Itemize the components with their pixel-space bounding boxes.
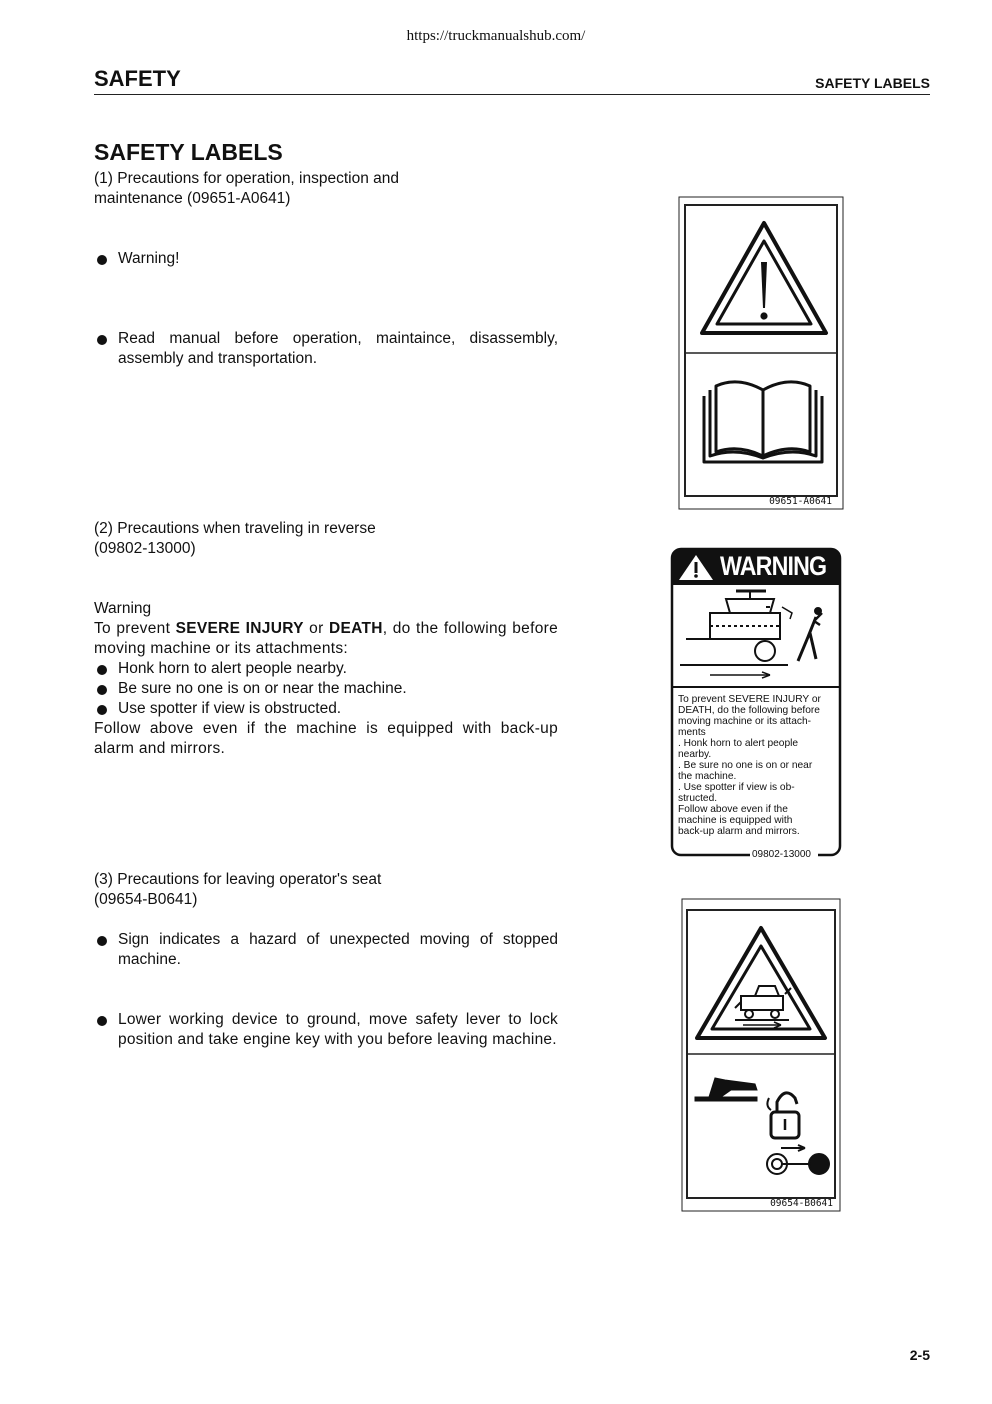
label-09651-graphic: [678, 196, 844, 510]
section1-heading-line1: (1) Precautions for operation, inspection and: [94, 170, 400, 187]
warning-header: WARNING: [720, 551, 827, 581]
section2-heading: [94, 519, 558, 559]
safety-label-09802: [670, 547, 842, 861]
section3-heading-line1: (3) Precautions for leaving operator's seat: [94, 871, 382, 888]
section2-bullet3: Use spotter if view is obstructed.: [118, 700, 342, 717]
list-item: [94, 930, 558, 970]
bullet-icon: [97, 255, 107, 265]
bullet-icon: [97, 665, 107, 675]
intro-text: or: [303, 620, 329, 637]
source-url: https://truckmanualshub.com/: [406, 28, 586, 44]
intro-bold-death: DEATH: [328, 620, 383, 637]
list-item: [94, 329, 558, 369]
section2-bullet1: Honk horn to alert people nearby.: [118, 660, 347, 677]
list-item: [94, 659, 558, 679]
section2-warning-word: Warning: [94, 600, 152, 617]
section2-intro: [94, 619, 558, 659]
intro-text: To prevent: [94, 620, 176, 637]
section2-heading-line2: (09802-13000): [94, 540, 196, 557]
section1-bullet2: Read manual before operation, maintaince, disassembly, assembly and transportation.: [118, 330, 558, 367]
label-09654-code: 09654-B0641: [770, 1198, 833, 1209]
section3-heading: [94, 870, 558, 910]
list-item: [94, 249, 558, 269]
safety-label-09654: [681, 898, 841, 1212]
header-rule: [94, 94, 930, 95]
section1-heading: [94, 169, 558, 209]
bullet-icon: [97, 936, 107, 946]
intro-text: , do the following before moving machine or its attachments:: [94, 620, 558, 657]
section1-bullet1: Warning!: [118, 250, 180, 267]
subsection-title: SAFETY LABELS: [815, 75, 930, 91]
section3-bullet2: Lower working device to ground, move safety lever to lock position and take engine key with you before leaving machine.: [118, 1011, 558, 1048]
page-number: 2-5: [909, 1347, 930, 1363]
section3-heading-line2: (09654-B0641): [94, 891, 198, 908]
section3-bullet1: Sign indicates a hazard of unexpected moving of stopped machine.: [118, 931, 558, 968]
intro-bold-injury: SEVERE INJURY: [175, 620, 304, 637]
label-09654-graphic: [681, 898, 841, 1212]
bullet-icon: [97, 705, 107, 715]
section2-bullet2: Be sure no one is on or near the machine.: [118, 680, 407, 697]
list-item: [94, 679, 558, 699]
bullet-icon: [97, 335, 107, 345]
list-item: [94, 699, 558, 719]
safety-label-09651: [678, 196, 844, 510]
label-09802-text: To prevent SEVERE INJURY or DEATH, do the following before moving machine or its attach- ments . Honk horn to alert people nearby. . Be sure no one is on or near the machine. . Use spotter if view is ob- structed. Follow above even if the machine is equipped with back-up alarm and mirrors.: [678, 694, 821, 837]
list-item: [94, 1010, 558, 1050]
section2-heading-line1: (2) Precautions when traveling in reverse: [94, 520, 376, 537]
page-title: SAFETY LABELS: [94, 139, 283, 165]
bullet-icon: [97, 1016, 107, 1026]
section1-heading-line2: maintenance (09651-A0641): [94, 190, 291, 207]
section-title: SAFETY: [94, 66, 181, 91]
section2-closing: Follow above even if the machine is equipped with back-up alarm and mirrors.: [94, 720, 558, 757]
bullet-icon: [97, 685, 107, 695]
label-09651-code: 09651-A0641: [769, 496, 832, 507]
label-09802-code: 09802-13000: [752, 849, 811, 860]
